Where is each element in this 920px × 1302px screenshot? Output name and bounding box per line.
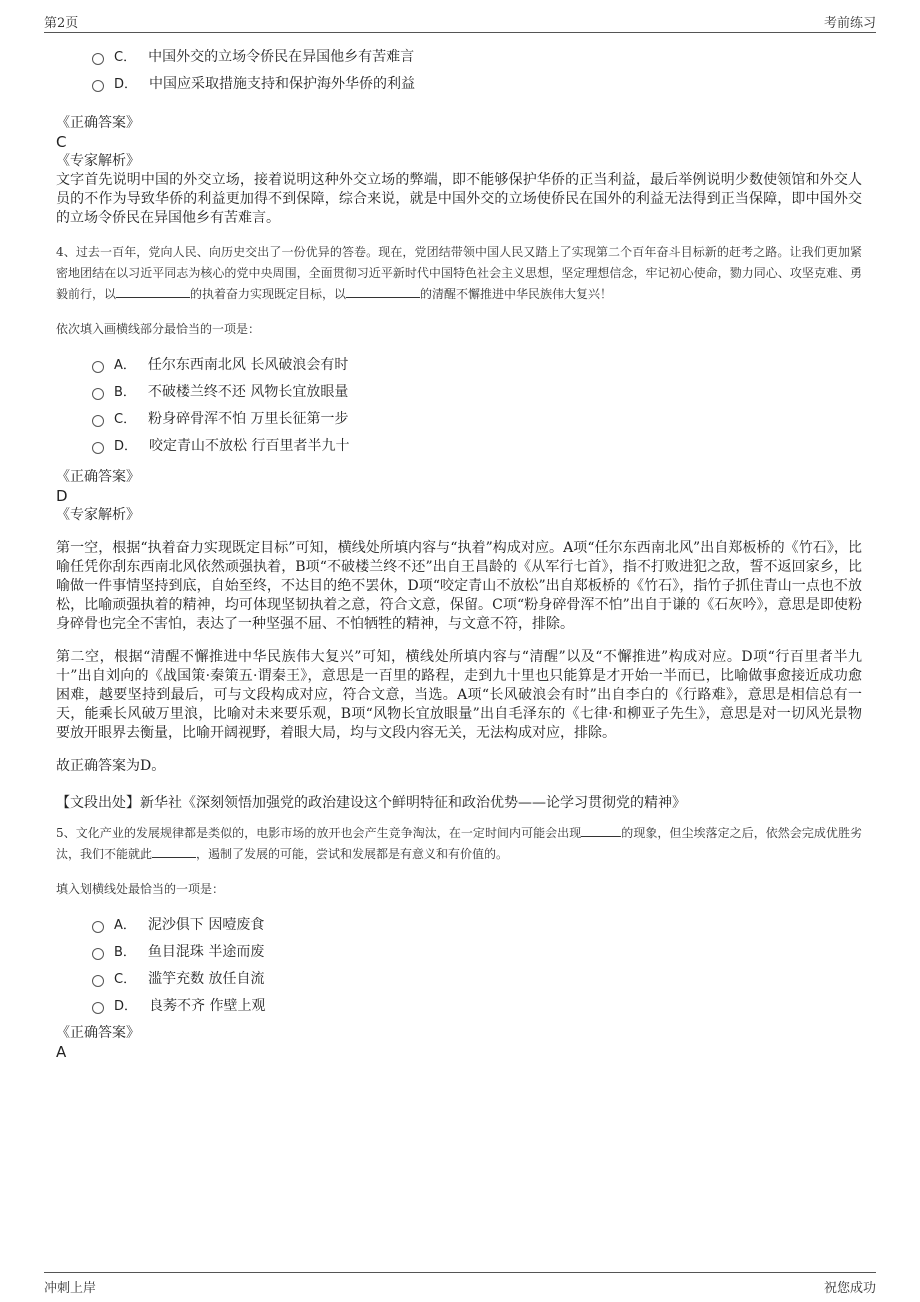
blank-line <box>346 285 420 298</box>
q3-option-c[interactable]: C． 中国外交的立场令侨民在异国他乡有苦难言 <box>92 42 862 69</box>
header-title: 考前练习 <box>823 16 876 31</box>
q4-option-a[interactable]: A． 任尔东西南北风 长风破浪会有时 <box>92 350 862 377</box>
q4-source: 【文段出处】新华社《深刻领悟加强党的政治建设这个鲜明特征和政治优势——论学习贯彻党的精神》 <box>56 795 686 811</box>
radio-icon[interactable] <box>92 361 104 373</box>
footer-left: 冲刺上岸 <box>44 1281 97 1296</box>
radio-icon[interactable] <box>92 53 104 65</box>
q4-analysis-label: 《专家解析》 <box>56 507 140 523</box>
page-footer <box>44 1272 876 1296</box>
q4-analysis-para1: 第一空，根据“执着奋力实现既定目标”可知，横线处所填内容与“执着”构成对应。A项“任尔东西南北风”出自郑板桥的《竹石》，比喻任凭你刮东西南北风依然顽强执着，B项“不破楼兰终不还”出自王昌龄的《从军行七首》，指不打败进犯之敌，誓不返回家乡，比喻做一件事情坚持到底，自始至终，不达目的绝不罢休，D项“咬定青山不放松”出自郑板桥的《竹石》，指竹子抓住青山一点也不放松，比喻顽强执着的精神，均可体现坚韧执着之意，符合文意，保留。C项“粉身碎骨浑不怕”出自于谦的《石灰吟》，意思是即使粉身碎骨也完全不害怕，表达了一种坚强不屈、不怕牺牲的精神，与文意不符，排除。 <box>56 540 862 632</box>
page-number: 第2页 <box>44 16 79 31</box>
blank-line <box>152 845 196 858</box>
q4-option-d[interactable]: D． 咬定青山不放松 行百里者半九十 <box>92 431 862 458</box>
q3-options <box>92 42 862 96</box>
q3-option-d[interactable]: D． 中国应采取措施支持和保护海外华侨的利益 <box>92 69 862 96</box>
radio-icon[interactable] <box>92 1002 104 1014</box>
q4-stem: 4、过去一百年，党向人民、向历史交出了一份优异的答卷。现在，党团结带领中国人民又踏上了实现第二个百年奋斗目标新的赶考之路。让我们更加紧密地团结在以习近平同志为核心的党中央周围，全面贯彻习近平新时代中国特色社会主义思想，坚定理想信念，牢记初心使命，勠力同心、攻坚克难、勇毅前行，以 的执着奋力实现既定目标，以 的清醒不懈推进中华民族伟大复兴！ <box>56 245 862 301</box>
q4-option-c[interactable]: C． 粉身碎骨浑不怕 万里长征第一步 <box>92 404 862 431</box>
q5-option-c[interactable]: C． 滥竽充数 放任自流 <box>92 964 862 991</box>
q5-option-b[interactable]: B． 鱼目混珠 半途而废 <box>92 937 862 964</box>
q5-answer-label: 《正确答案》 <box>56 1025 140 1041</box>
radio-icon[interactable] <box>92 80 104 92</box>
page-header <box>44 12 876 33</box>
blank-line <box>581 824 621 837</box>
radio-icon[interactable] <box>92 442 104 454</box>
q3-analysis-label: 《专家解析》 <box>56 153 140 169</box>
radio-icon[interactable] <box>92 415 104 427</box>
footer-right: 祝您成功 <box>823 1281 876 1296</box>
q5-stem: 5、文化产业的发展规律都是类似的，电影市场的放开也会产生竞争淘汰，在一定时间内可能会出现 的现象，但尘埃落定之后，依然会完成优胜劣汰，我们不能就此 ，遏制了发展的可能，尝试和发展都是有意义和有价值的。 <box>56 826 862 861</box>
blank-line <box>116 285 190 298</box>
q3-answer-label: 《正确答案》 <box>56 115 140 131</box>
q4-options <box>92 350 862 458</box>
q5-option-a[interactable]: A． 泥沙俱下 因噎废食 <box>92 910 862 937</box>
q5-answer: A <box>56 1043 67 1061</box>
q5-option-d[interactable]: D． 良莠不齐 作壁上观 <box>92 991 862 1018</box>
q3-answer: C <box>56 133 67 151</box>
page-content <box>56 42 862 1062</box>
radio-icon[interactable] <box>92 921 104 933</box>
q4-option-b[interactable]: B． 不破楼兰终不还 风物长宜放眼量 <box>92 377 862 404</box>
radio-icon[interactable] <box>92 975 104 987</box>
q4-answer-label: 《正确答案》 <box>56 469 140 485</box>
q4-prompt: 依次填入画横线部分最恰当的一项是： <box>56 322 261 336</box>
q4-analysis-para2: 第二空，根据“清醒不懈推进中华民族伟大复兴”可知，横线处所填内容与“清醒”以及“不懈推进”构成对应。D项“行百里者半九十”出自刘向的《战国策·秦策五·谓秦王》，意思是一百里的路程，走到九十里也只能算是才开始一半而已，比喻做事愈接近成功愈困难，越要坚持到最后，可与文段构成对应，符合文意，当选。A项“长风破浪会有时”出自李白的《行路难》，意思是相信总有一天，能乘长风破万里浪，比喻对未来要乐观，B项“风物长宜放眼量”出自毛泽东的《七律·和柳亚子先生》，意思是对一切风光景物要放开眼界去衡量，比喻开阔视野，着眼大局，均与文段内容无关，无法构成对应，排除。 <box>56 649 862 741</box>
q4-conclusion: 故正确答案为D。 <box>56 758 166 774</box>
radio-icon[interactable] <box>92 948 104 960</box>
q5-options <box>92 910 862 1018</box>
radio-icon[interactable] <box>92 388 104 400</box>
q5-prompt: 填入划横线处最恰当的一项是： <box>56 882 225 896</box>
q4-answer: D <box>56 487 68 505</box>
q3-analysis: 文字首先说明中国的外交立场，接着说明这种外交立场的弊端，即不能够保护华侨的正当利益，最后举例说明少数使领馆和外交人员的不作为导致华侨的利益更加得不到保障，综合来说，就是中国外交的立场使侨民在国外的利益无法得到正当保障，即中国外交的立场令侨民在异国他乡有苦难言。 <box>56 172 862 226</box>
